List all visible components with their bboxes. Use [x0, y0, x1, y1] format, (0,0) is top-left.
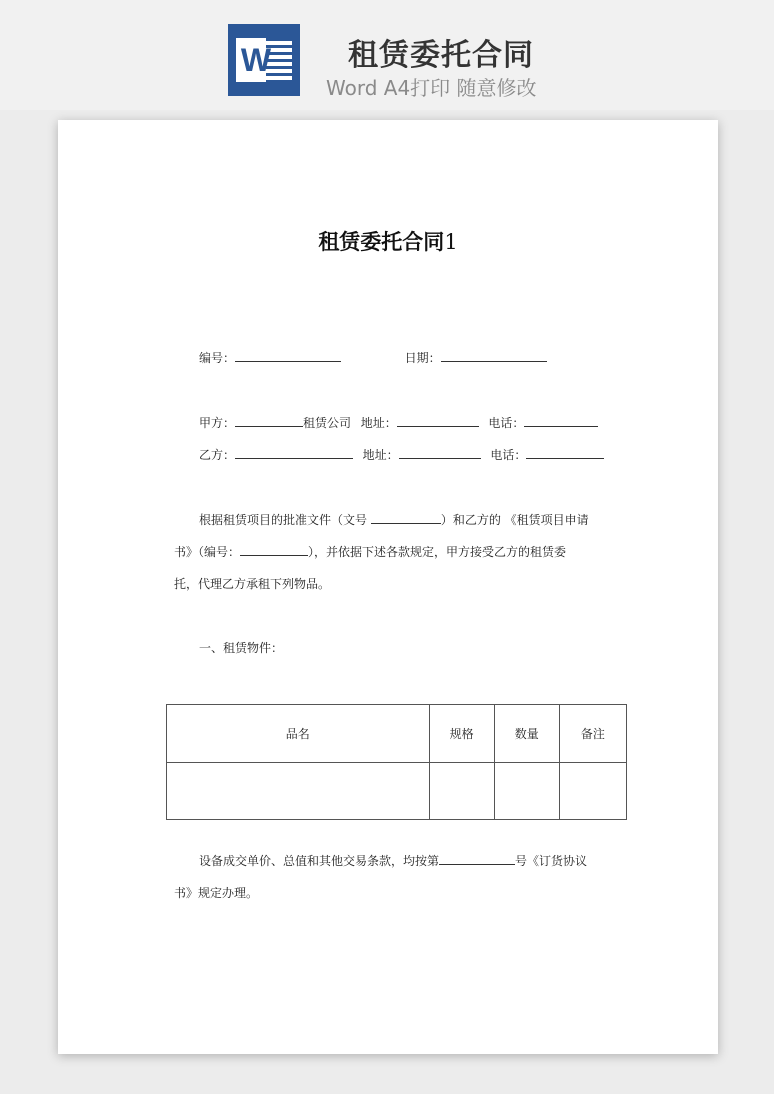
party-a-phone-label: 电话： [488, 416, 525, 430]
banner-title: 租赁委托合同 [348, 38, 534, 73]
lease-items-table [166, 704, 627, 820]
section-lease-items: 一、租赁物件： [199, 641, 284, 655]
party-b-phone-blank[interactable] [526, 446, 604, 459]
number-date-row [199, 349, 547, 366]
party-a-label: 甲方： [199, 416, 236, 430]
para1-line1 [199, 511, 589, 528]
party-b-address-label: 地址： [362, 448, 399, 462]
para1-line2 [174, 543, 566, 560]
party-b-label: 乙方： [199, 448, 236, 462]
header-item-name: 品名 [167, 705, 430, 763]
para2-line1 [199, 852, 587, 869]
table-row [167, 763, 627, 820]
document-page [58, 120, 718, 1054]
para2-line1-text-b: 号《订货协议 [515, 854, 588, 868]
para1-line1-text-a: 根据租赁项目的批准文件（文号 [199, 513, 368, 527]
para1-line1-text-b: ）和乙方的 《租赁项目申请 [440, 513, 589, 527]
party-b-address-blank[interactable] [399, 446, 481, 459]
cell-quantity[interactable] [494, 763, 559, 820]
para1-line2-text-b: ），并依据下述各款规定，甲方接受乙方的租赁委 [308, 545, 567, 559]
party-a-company: 租赁公司 [303, 416, 352, 430]
table-header-row [167, 705, 627, 763]
para2-line2: 书》规定办理。 [174, 886, 259, 900]
number-label: 编号： [199, 351, 236, 365]
party-b-phone-label: 电话： [490, 448, 527, 462]
header-quantity: 数量 [494, 705, 559, 763]
para1-line3: 托，代理乙方承租下列物品。 [174, 577, 331, 591]
date-blank[interactable] [441, 349, 547, 362]
party-a-address-label: 地址： [360, 416, 397, 430]
party-a-name-blank[interactable] [235, 414, 303, 427]
cell-spec[interactable] [429, 763, 494, 820]
party-a-row [199, 414, 598, 431]
header-remarks: 备注 [559, 705, 626, 763]
party-a-address-blank[interactable] [397, 414, 479, 427]
approval-doc-number-blank[interactable] [371, 511, 441, 524]
document-title: 租赁委托合同1 [318, 230, 458, 254]
cell-item-name[interactable] [167, 763, 430, 820]
banner-subtitle: Word A4打印 随意修改 [326, 76, 537, 100]
party-b-name-blank[interactable] [235, 446, 353, 459]
header-banner [0, 0, 774, 110]
header-spec: 规格 [429, 705, 494, 763]
cell-remarks[interactable] [559, 763, 626, 820]
number-blank[interactable] [235, 349, 341, 362]
date-label: 日期： [404, 351, 441, 365]
para1-line2-text-a: 书》（编号： [174, 545, 241, 559]
party-b-row [199, 446, 604, 463]
order-agreement-number-blank[interactable] [439, 852, 515, 865]
party-a-phone-blank[interactable] [524, 414, 598, 427]
word-logo-letter: W [240, 42, 272, 78]
word-icon [228, 24, 300, 96]
para2-line1-text-a: 设备成交单价、总值和其他交易条款，均按第 [199, 854, 440, 868]
application-number-blank[interactable] [240, 543, 308, 556]
